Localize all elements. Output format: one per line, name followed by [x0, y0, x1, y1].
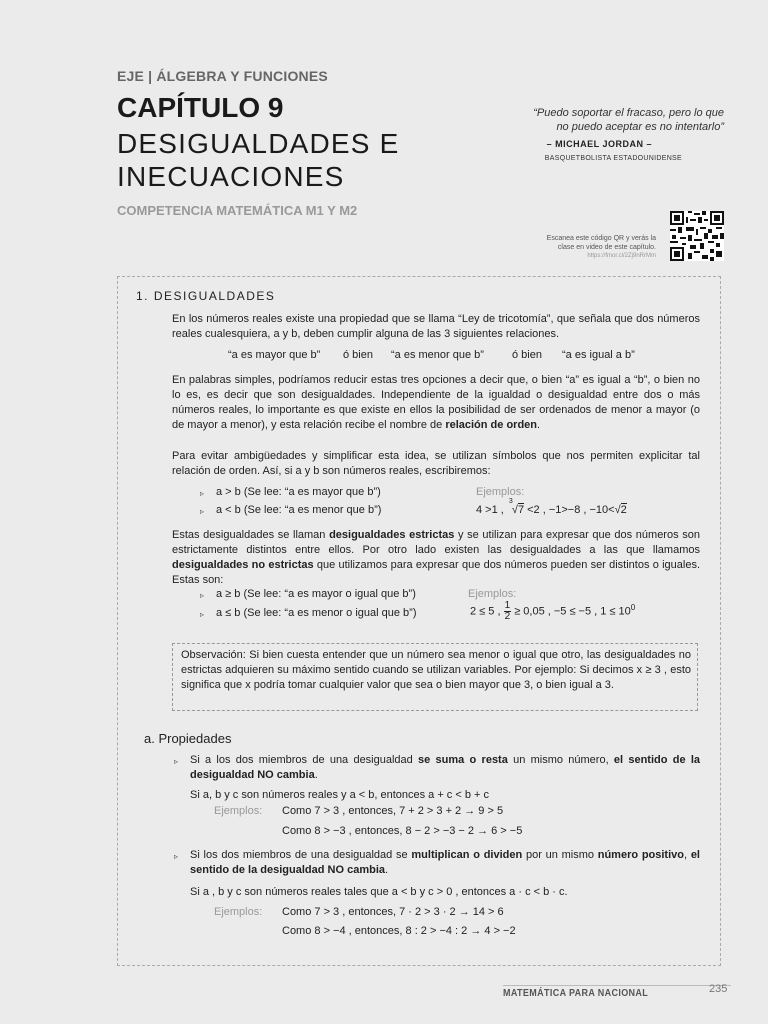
property-multiply [190, 848, 700, 878]
quote-author: – MICHAEL JORDAN – [546, 139, 652, 149]
strict-greater: a > b (Se lee: “a es mayor que b”) [216, 486, 381, 498]
relation-greater: “a es mayor que b” [228, 349, 321, 361]
paragraph-strict-definition [172, 528, 700, 588]
cube-root: 3 √7 [508, 498, 525, 516]
examples-label-nonstrict: Ejemplos: [468, 588, 517, 600]
property-sum-example-2: Como 8 > −3 , entonces, 8 − 2 > −3 − 2 → 6 > −5 [282, 825, 523, 837]
prop1-text-e: . [314, 769, 318, 781]
prop2-bold-d: número positivo [597, 849, 684, 861]
property-sum-examples-label: Ejemplos: [214, 805, 263, 817]
prop1-bold-b: se suma o resta [418, 754, 508, 766]
relation-or-1: ó bien [343, 349, 373, 361]
fraction-numerator: 1 [504, 600, 511, 611]
section-title: 1. DESIGUALDADES [136, 289, 276, 303]
examples-strict [476, 498, 627, 516]
relation-equal: “a es igual a b” [562, 349, 635, 361]
property-sum-rule: Si a, b y c son números reales y a < b, entonces a + c < b + c [190, 789, 489, 801]
root-index: 3 [508, 498, 513, 505]
property-multiply-example-1: Como 7 > 3 , entonces, 7 · 2 > 3 · 2 → 14 > 6 [282, 906, 504, 918]
footer-divider [503, 985, 731, 986]
observation-text: Observación: Si bien cuesta entender que un número sea menor o igual que otro, las desigualdades no estrictas adquieren su máximo sentido cuando se utilizan variables. Por ejemplo: Si decimos x ≥ 3 , esto significa que x podría tomar cualquier valor que sea o bien mayor que 3, o bien igual a 3. [181, 649, 691, 691]
property-sum-example-1: Como 7 > 3 , entonces, 7 + 2 > 3 + 2 → 9 > 5 [282, 805, 504, 817]
strict-term: desigualdades estrictas [329, 529, 455, 541]
paragraph-order-text: En palabras simples, podríamos reducir estas tres opciones a decir que, o bien “a” es igual a “b”, o bien no lo es, es decir que son desigualdades. Independiente de la igualdad o desigualdad entre dos o más números reales, lo importante es que existe en ellos la posibilidad de ser ordenados de menor a mayor (o de mayor a menor), y esta relación recibe el nombre de [172, 374, 700, 431]
quote-author-description: BASQUETBOLISTA ESTADOUNIDENSE [544, 155, 682, 162]
property-multiply-example-2: Como 8 > −4 , entonces, 8 : 2 > −4 : 2 → 4 > −2 [282, 925, 516, 937]
square-root-argument: 2 [620, 504, 627, 516]
prop1-bold-d: el sentido de la desigualdad NO cambia [190, 754, 701, 781]
nonstrict-term: desigualdades no estrictas [172, 559, 314, 571]
property-multiply-examples-label: Ejemplos: [214, 906, 263, 918]
example-ns-b: ≥ 0,05 , −5 ≤ −5 , 1 ≤ 10 [514, 605, 631, 618]
prop2-text-a: Si los dos miembros de una desigualdad se [190, 849, 412, 861]
chapter-title-line2: INECUACIONES [117, 161, 345, 192]
strict-less: a < b (Se lee: “a es menor que b”) [216, 504, 382, 516]
quote-line2: no puedo aceptar es no intentarlo” [556, 121, 724, 133]
bullet-triangle-icon: ▹ [174, 852, 179, 861]
prop1-text-a: Si a los dos miembros de una desigualdad [190, 754, 419, 766]
prop1-text-c: un mismo número, [507, 754, 614, 766]
example-strict-b: <2 , −1>−8 , −10< [527, 504, 615, 516]
qr-note-line2: clase en video de este capítulo. [557, 244, 656, 251]
paragraph-trichotomy: En los números reales existe una propiedad que se llama “Ley de tricotomía”, que señala que dos números reales cualesquiera, a y b, deben cumplir alguna de las 3 siguientes relaciones. [172, 313, 700, 340]
example-strict-a: 4 >1 , [476, 504, 504, 516]
p4-text-e: que utilizamos para expresar que dos números pueden ser distintos o iguales. Estas son: [172, 559, 700, 586]
properties-title: a. Propiedades [144, 731, 232, 746]
bullet-triangle-icon: ▹ [200, 591, 205, 600]
footer-book-title: MATEMÁTICA PARA NACIONAL [503, 988, 649, 999]
page-number: 235 [709, 983, 728, 995]
examples-nonstrict [470, 601, 635, 622]
competence-label: COMPETENCIA MATEMÁTICA M1 Y M2 [117, 203, 358, 218]
qr-url: https://fmor.cl/2Zj9nRrMm [587, 253, 656, 259]
bullet-triangle-icon: ▹ [200, 507, 205, 516]
bullet-triangle-icon: ▹ [174, 757, 179, 766]
bullet-triangle-icon: ▹ [200, 489, 205, 498]
bullet-triangle-icon: ▹ [200, 610, 205, 619]
prop2-text-c: por un mismo [522, 849, 598, 861]
prop2-bold-b: multiplican o dividen [411, 849, 523, 861]
example-ns-a: 2 ≤ 5 , [470, 605, 501, 618]
qr-note [456, 234, 656, 261]
examples-label-strict: Ejemplos: [476, 486, 525, 498]
quote-line1: “Puedo soportar el fracaso, pero lo que [533, 107, 724, 119]
root-argument: 7 [517, 504, 525, 516]
prop2-bold-f: el sentido de la desigualdad NO cambia [190, 849, 700, 876]
fraction [504, 601, 512, 622]
prop2-text-g: . [385, 864, 389, 876]
paragraph-order-end: . [537, 419, 541, 431]
fraction-denominator: 2 [504, 611, 511, 622]
paragraph-symbols: Para evitar ambigüedades y simplificar esta idea, se utilizan símbolos que nos permiten explicitar tal relación de orden. Así, si a y b son números reales, escribiremos: [172, 450, 700, 477]
chapter-number: CAPÍTULO 9 [117, 92, 284, 123]
p4-text-a: Estas desigualdades se llaman [172, 529, 330, 541]
nonstrict-greater: a ≥ b (Se lee: “a es mayor o igual que b”) [216, 588, 416, 600]
property-sum [190, 753, 700, 783]
nonstrict-less: a ≤ b (Se lee: “a es menor o igual que b”) [216, 607, 417, 619]
paragraph-order [172, 373, 700, 433]
order-relation-term: relación de orden [445, 419, 538, 431]
relation-or-2: ó bien [512, 349, 542, 361]
chapter-title-line1: DESIGUALDADES E [117, 128, 400, 159]
property-multiply-rule: Si a , b y c son números reales tales que a < b y c > 0 , entonces a · c < b · c. [190, 886, 568, 898]
axis-label: EJE | ÁLGEBRA Y FUNCIONES [117, 68, 328, 84]
exponent: 0 [630, 602, 636, 612]
prop2-text-e: , [684, 849, 691, 861]
quote [464, 106, 724, 134]
square-root-icon: √ [614, 504, 621, 516]
relation-less: “a es menor que b” [391, 349, 484, 361]
qr-code-icon[interactable] [670, 211, 724, 261]
qr-note-line1: Escanea este código QR y verás la [546, 235, 656, 242]
p4-text-c: y se utilizan para expresar que dos números son estrictamente distintos entre ellos. Por otro lado existen las desigualdades a las que llamamos [172, 529, 700, 556]
